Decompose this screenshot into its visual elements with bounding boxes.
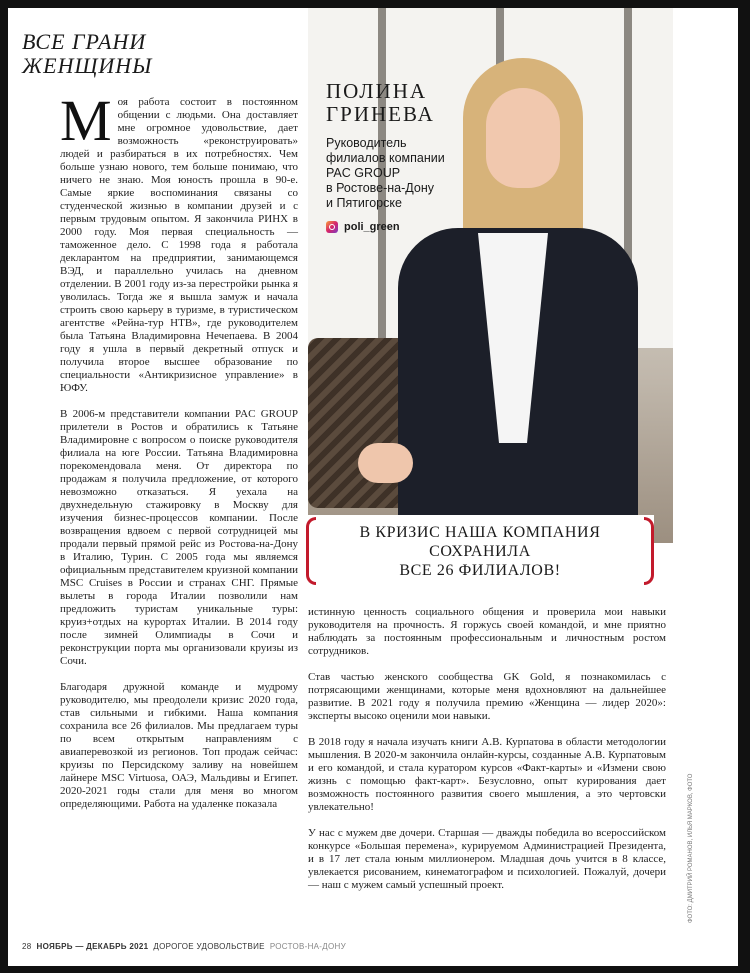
person-role: Руководитель филиалов компании PAC GROUP в Ростове-на-Дону и Пятигорске xyxy=(326,136,445,210)
paragraph: В 2006-м представители компании PAC GROUP прилетели в Ростов и обратились к Татьяне Владимировне с вопросом о поиске руководителя филиала на юге России. Татьяна Владимировна порекомендовала меня. От директора по продажам я получила предложение, от которого невозможно отказаться. Я уехала на двухнедельную стажировку в Москву для изучения бизнес-процессов компании. После возвращения вдвоем с первой сотрудницей мы продали первый прямой рейс из Ростова-на-Дону в Италию, Турин. С 2005 года мы являемся официальным представителем круизной компании MSC Cruises в России и странах СНГ. Прямые вылеты в города Италии позволили нам предложить туристам уникальные туры: круиз+отдых на курортах Италии. В 2014 году после зимней Олимпиады в Сочи и реконструкции порта мы организовали круизы из Сочи. xyxy=(60,408,298,667)
paragraph: У нас с мужем две дочери. Старшая — дважды победила во всероссийском конкурсе «Большая перемена», курируемом Администрацией Президента, и в 17 лет стала юным миллионером. Младшая дочь учится в 8 классе, увлекается рисованием, кинематографом и психологией. Пожалуй, дочери — наш с мужем самый успешный проект. xyxy=(308,827,666,891)
magazine-name: ДОРОГОЕ УДОВОЛЬСТВИЕ xyxy=(153,942,265,951)
right-column xyxy=(308,606,666,905)
page-number: 28 xyxy=(22,942,32,951)
left-column xyxy=(60,88,298,824)
paragraph: истинную ценность социального общения и проверила мои навыки руководителя на прочность. Я горжусь своей командой, и мне приятно наблюдать за постоянным профессиональным и личностным ростом сотрудников. xyxy=(308,606,666,657)
section-title: ВСЕ ГРАНИ ЖЕНЩИНЫ xyxy=(22,29,153,78)
paragraph: В 2018 году я начала изучать книги А.В. Курпатова в области методологии мышления. В 2020-м закончила онлайн-курсы, созданные А.В. Курпатовым и его командой, и стала куратором курсов «Факт-карты» и «Измени свою жизнь с помощью факт-карт». Безусловно, опыт курирования дает возможность постоянного развития своего мышления, а это чертовски увлекательно! xyxy=(308,736,666,813)
person-name: ПОЛИНА ГРИНЕВА xyxy=(326,79,435,126)
magazine-city: РОСТОВ-НА-ДОНУ xyxy=(269,942,346,951)
paragraph: Благодаря дружной команде и мудрому руководителю, мы преодолели кризис 2020 года, став сильными и гибкими. Наша компания сохранила все 26 филиалов. Мы предлагаем туры по всем открытым направлениям с авиаперевозкой из регионов. Топ продаж сейчас: круизы по Персидскому заливу на новейшем лайнере MSC Virtuosa, ОАЭ, Мальдивы и Египет. 2020-2021 годы стали для меня во многом определяющими. Работа на удаленке показала xyxy=(60,681,298,810)
paragraph: Моя работа состоит в постоянном общении с людьми. Она доставляет мне огромное удовольствие, дает возможность «реконструировать» людей и разбираться в их потребностях. Чем больше узнаю нового, тем больше понимаю, что ничего не знаю. Моя юность прошла в 90-е. Самые яркие воспоминания связаны со студенческой жизнью в компании друзей и с первым трудовым опытом. Я закончила РИНХ в 2000 году. Моя первая специальность — таможенное дело. С 1998 года я работала декларантом на предприятии, занимающемся ВЭД, и параллельно училась на дневном отделении. В 2001 году из-за перестройки рынка я уволилась. Тогда же я вышла замуж и начала строить свою карьеру в туризме, в туристическом агентстве «Рейна-тур НТВ», где руководителем была Татьяна Владимировна Нечепаева. В 2004 году я ушла в первый декретный отпуск и получила второе высшее образование по специальности «Антикризисное управление» в ЮФУ. xyxy=(60,88,298,394)
quote-text: В КРИЗИС НАША КОМПАНИЯ СОХРАНИЛА ВСЕ 26 ФИЛИАЛОВ! xyxy=(359,524,601,579)
magazine-page xyxy=(8,8,738,966)
profile-block xyxy=(326,80,476,233)
instagram-handle: poli_green xyxy=(326,221,476,233)
pull-quote xyxy=(306,515,654,587)
quote-bracket-left xyxy=(306,517,316,585)
page-footer xyxy=(22,942,346,951)
issue-date: НОЯБРЬ — ДЕКАБРЬ 2021 xyxy=(36,942,149,951)
paragraph: Став частью женского сообщества GK Gold, я познакомилась с потрясающими женщинами, которые меня вдохновляют на дальнейшее развитие. В 2021 году я получила премию «Женщина — лидер 2020»: эксперты высоко оценили мои навыки. xyxy=(308,671,666,722)
drop-cap: М xyxy=(60,88,112,153)
quote-bracket-right xyxy=(644,517,654,585)
photo-credit: ФОТО: ДМИТРИЙ РОМАНОВ, ИЛЬЯ МАРКОВ, ФОТО xyxy=(688,773,694,923)
instagram-icon xyxy=(326,221,338,233)
